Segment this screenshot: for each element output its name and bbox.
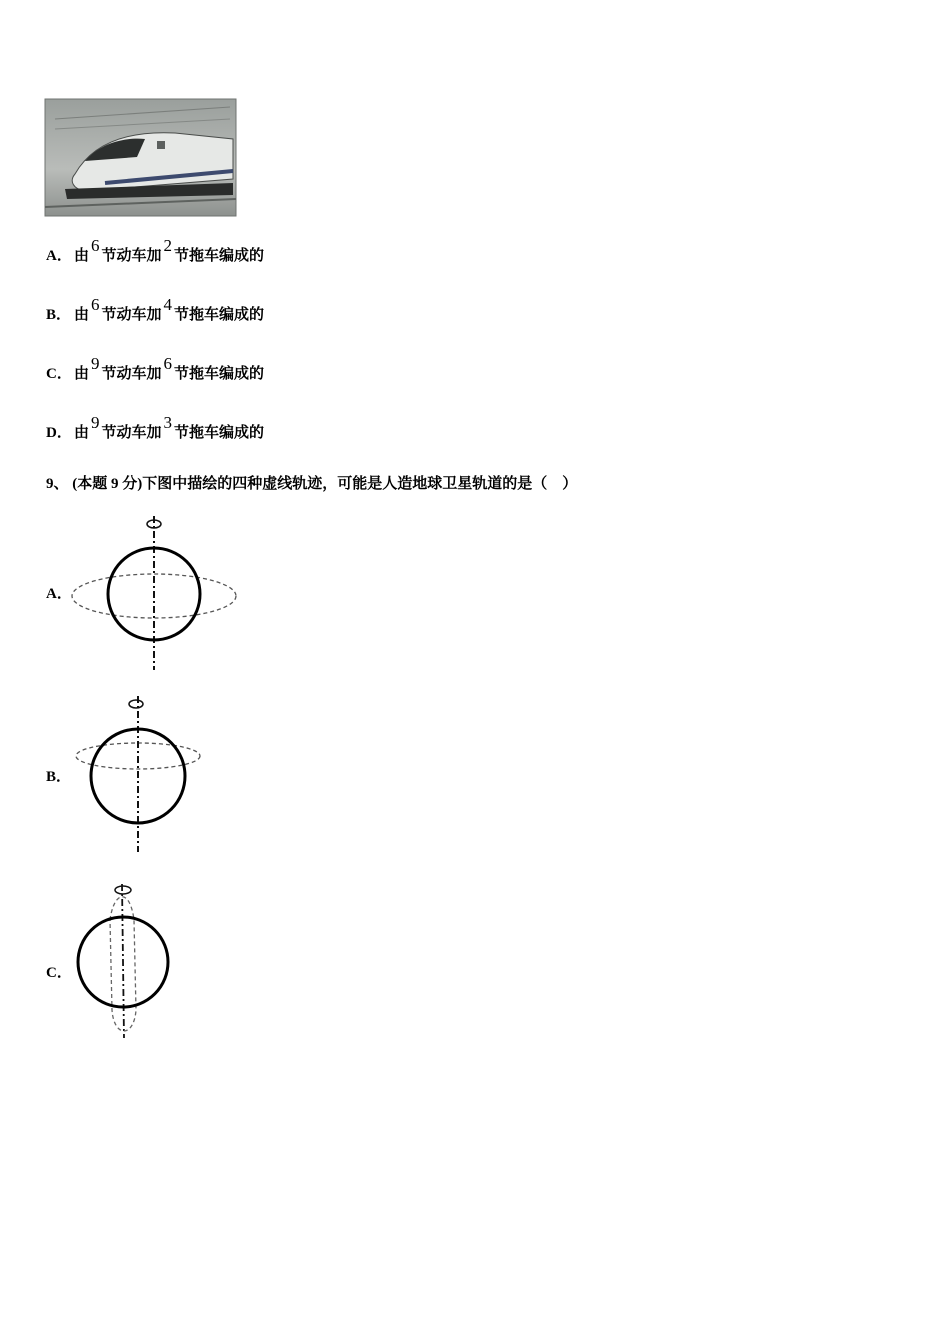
option-number: 6 (91, 295, 100, 314)
option-label: C． (46, 366, 72, 382)
option-text: 节动车加 (101, 425, 162, 441)
train-photo (45, 99, 236, 216)
option-text: 由 (74, 307, 90, 323)
figure-a-label[interactable]: A． (46, 586, 72, 602)
option-number: 3 (163, 413, 173, 432)
option-c[interactable] (46, 354, 265, 383)
option-text: 节动车加 (101, 248, 162, 264)
option-text: 由 (74, 425, 90, 441)
option-text: 节拖车编成的 (174, 248, 265, 264)
option-text: 节动车加 (101, 366, 162, 382)
option-number: 2 (163, 236, 173, 255)
figure-b-label[interactable]: B． (46, 769, 72, 785)
option-number: 9 (91, 413, 100, 432)
option-text: 节拖车编成的 (174, 307, 265, 323)
option-number: 6 (163, 354, 173, 373)
figure-c-label[interactable]: C． (46, 965, 72, 981)
orbit-figure-c (74, 880, 174, 1042)
option-a[interactable] (46, 236, 265, 265)
option-label: A． (46, 248, 72, 264)
option-number: 6 (91, 236, 100, 255)
option-number: 9 (91, 354, 100, 373)
option-label: B． (46, 307, 72, 323)
orbit-figure-a (70, 512, 240, 672)
option-text: 节拖车编成的 (174, 366, 265, 382)
option-text: 由 (74, 248, 90, 264)
option-text: 节动车加 (101, 307, 162, 323)
question-9-stem: 9、 (本题 9 分)下图中描绘的四种虚线轨迹，可能是人造地球卫星轨道的是（ ） (46, 476, 578, 492)
option-text: 由 (74, 366, 90, 382)
option-b[interactable] (46, 295, 265, 324)
option-label: D． (46, 425, 72, 441)
option-d[interactable] (46, 413, 265, 442)
orbit-figure-b (72, 692, 204, 854)
option-number: 4 (163, 295, 173, 314)
option-text: 节拖车编成的 (174, 425, 265, 441)
